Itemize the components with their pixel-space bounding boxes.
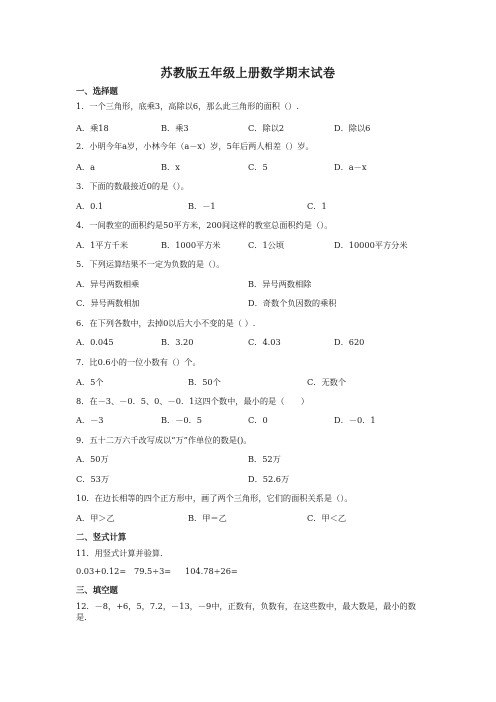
section-heading-calc: 二、竖式计算 (76, 532, 127, 542)
q3-option-a: A．0.1 (76, 201, 104, 211)
q4-option-d: D．10000平方分米 (334, 240, 408, 250)
question-6-stem: 6．在下列各数中，去掉0以后大小不变的是（ ）. (76, 318, 256, 328)
q11-expr-1: 0.03+0.12= (76, 566, 127, 576)
q8-option-c: C．0 (248, 415, 268, 425)
q11-expr-3: 104.78÷26= (185, 566, 238, 576)
q6-option-c: C．4.03 (248, 337, 281, 347)
q8-option-a: A．－3 (76, 415, 104, 425)
q6-option-b: B．3.20 (161, 337, 194, 347)
question-8-stem: 8．在－3、－0．5、0、－0．1这四个数中，最小的是（ ） (76, 396, 309, 406)
question-5-stem: 5．下列运算结果不一定为负数的是（）。 (76, 259, 225, 269)
q10-option-c: C．甲＜乙 (307, 513, 347, 523)
q8-option-d: D．－0．1 (334, 415, 376, 425)
question-9-stem: 9．五十二万六千改写成以“万”作单位的数是()。 (76, 435, 252, 445)
q2-option-b: B．x (161, 162, 180, 172)
q7-option-c: C．无数个 (307, 377, 347, 387)
q2-option-d: D．a－x (334, 162, 367, 172)
q1-option-a: A．乘18 (76, 123, 109, 133)
q2-option-a: A．a (76, 162, 95, 172)
page-title: 苏教版五年级上册数学期末试卷 (160, 66, 336, 80)
question-10-stem: 10．在边长相等的四个正方形中，画了两个三角形，它们的面积关系是（）。 (76, 493, 353, 503)
q4-option-c: C．1公顷 (248, 240, 285, 250)
q5-option-d: D．奇数个负因数的乘积 (248, 298, 337, 308)
question-7-stem: 7．比0.6小的一位小数有（）个。 (76, 357, 201, 367)
q4-option-a: A．1平方千米 (76, 240, 129, 250)
q6-option-d: D．620 (334, 337, 365, 347)
question-1-stem: 1．一个三角形，底乘3，高除以6，那么此三角形的面积（）. (76, 101, 299, 111)
q1-option-b: B．乘3 (161, 123, 189, 133)
q8-option-b: B．－0．5 (161, 415, 202, 425)
q9-option-d: D．52.6万 (248, 474, 290, 484)
q7-option-a: A．5个 (76, 377, 104, 387)
q5-option-b: B．异号两数相除 (248, 279, 312, 289)
q9-option-b: B．52万 (248, 454, 281, 464)
q5-option-c: C．异号两数相加 (76, 298, 140, 308)
q7-option-b: B．50个 (188, 377, 221, 387)
q10-option-a: A．甲＞乙 (76, 513, 115, 523)
section-heading-choice: 一、选择题 (76, 86, 118, 96)
q6-option-a: A．0.045 (76, 337, 114, 347)
q2-option-c: C．5 (248, 162, 268, 172)
q9-option-c: C．53万 (76, 474, 110, 484)
question-2-stem: 2．小明今年a岁，小林今年（a－x）岁，5年后两人相差（）岁。 (76, 141, 314, 151)
question-4-stem: 4．一间教室的面积约是50平方米，200间这样的教室总面积约是（）。 (76, 220, 333, 230)
question-11-stem: 11．用竖式计算并验算． (76, 548, 169, 558)
q1-option-c: C．除以2 (248, 123, 285, 133)
q5-option-a: A．异号两数相乘 (76, 279, 140, 289)
question-3-stem: 3．下面的数最接近0的是（）。 (76, 181, 189, 191)
q9-option-a: A．50万 (76, 454, 109, 464)
section-heading-fill: 三、填空题 (76, 585, 118, 595)
q11-expr-2: 79.5÷3= (134, 566, 172, 576)
question-12-stem: 12．－8，+6，5，7.2，－13，－9中，正数有，负数有，在这些数中，最大数是，最小的数是． (76, 601, 416, 622)
q3-option-c: C．1 (307, 201, 327, 211)
q10-option-b: B．甲＝乙 (188, 513, 227, 523)
q3-option-b: B．－1 (188, 201, 216, 211)
q4-option-b: B．1000平方米 (161, 240, 221, 250)
q1-option-d: D．除以6 (334, 123, 371, 133)
